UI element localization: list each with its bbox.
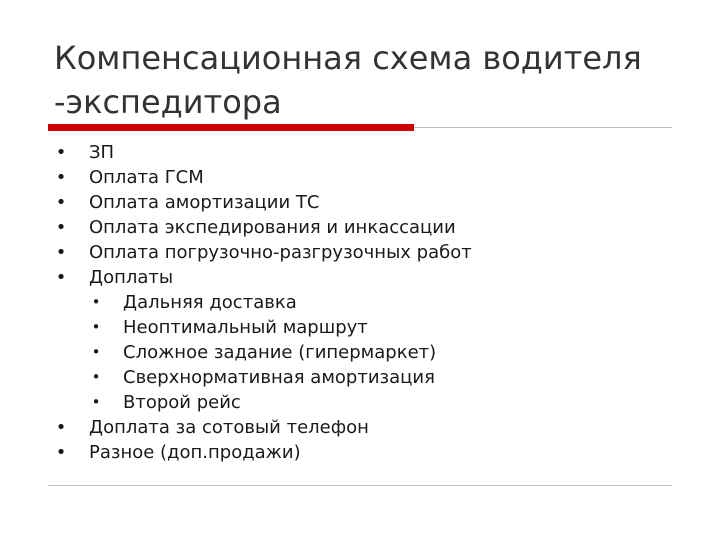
bullet-icon: • bbox=[55, 192, 67, 213]
title-accent-bar bbox=[48, 124, 414, 131]
sub-list-item-text: Сложное задание (гипермаркет) bbox=[123, 342, 437, 363]
bullet-icon: • bbox=[55, 142, 67, 163]
list-item-text: Разное (доп.продажи) bbox=[89, 442, 301, 463]
sub-list-item-text: Неоптимальный маршрут bbox=[123, 317, 368, 338]
list-item bbox=[54, 240, 674, 265]
sub-list-item bbox=[89, 340, 674, 365]
bullet-icon: • bbox=[55, 267, 67, 288]
sub-bullet-list bbox=[89, 290, 674, 415]
slide-title bbox=[54, 36, 694, 124]
list-item-text: Доплаты bbox=[89, 267, 174, 288]
content-bullet-list bbox=[54, 140, 674, 465]
list-item-text: Доплата за сотовый телефон bbox=[89, 417, 369, 438]
bullet-icon: • bbox=[55, 442, 67, 463]
list-item-with-subitems bbox=[54, 265, 674, 415]
list-item-text: Оплата погрузочно-разгрузочных работ bbox=[89, 242, 472, 263]
slide-title-line-1: Компенсационная схема водителя bbox=[54, 39, 642, 77]
list-item-text: Оплата экспедирования и инкассации bbox=[89, 217, 456, 238]
slide-title-line-2: -экспедитора bbox=[54, 83, 282, 121]
list-item bbox=[54, 415, 674, 440]
sub-list-item bbox=[89, 365, 674, 390]
sub-bullet-icon: • bbox=[91, 343, 101, 361]
list-item bbox=[54, 165, 674, 190]
list-item bbox=[54, 140, 674, 165]
sub-list-item-text: Второй рейс bbox=[123, 392, 241, 413]
list-item-text: Оплата амортизации ТС bbox=[89, 192, 320, 213]
sub-bullet-icon: • bbox=[91, 318, 101, 336]
footer-divider-line bbox=[48, 485, 672, 486]
bullet-icon: • bbox=[55, 417, 67, 438]
list-item-text: ЗП bbox=[89, 142, 115, 163]
list-item bbox=[54, 190, 674, 215]
bullet-icon: • bbox=[55, 242, 67, 263]
sub-list-item-text: Сверхнормативная амортизация bbox=[123, 367, 435, 388]
list-item bbox=[54, 440, 674, 465]
sub-bullet-icon: • bbox=[91, 293, 101, 311]
sub-list-item bbox=[89, 315, 674, 340]
bullet-icon: • bbox=[55, 217, 67, 238]
list-item bbox=[54, 215, 674, 240]
sub-bullet-icon: • bbox=[91, 368, 101, 386]
sub-list-item bbox=[89, 390, 674, 415]
sub-list-item-text: Дальняя доставка bbox=[123, 292, 297, 313]
sub-bullet-icon: • bbox=[91, 393, 101, 411]
list-item-text: Оплата ГСМ bbox=[89, 167, 204, 188]
title-divider-line bbox=[414, 127, 672, 128]
sub-list-item bbox=[89, 290, 674, 315]
bullet-icon: • bbox=[55, 167, 67, 188]
